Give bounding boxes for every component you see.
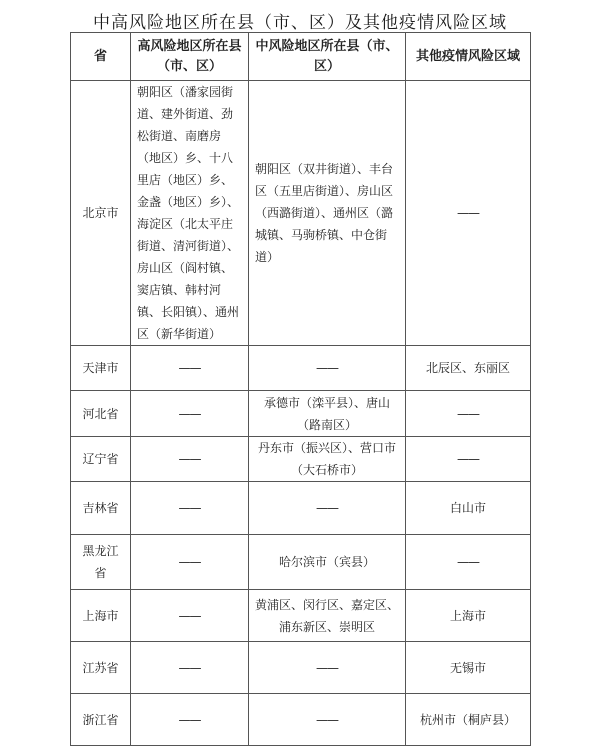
other-risk-cell: —— xyxy=(406,81,531,346)
header-high-risk: 高风险地区所在县（市、区） xyxy=(131,33,249,81)
table-row xyxy=(71,391,531,437)
other-risk-cell: 杭州市（桐庐县） xyxy=(406,694,531,746)
header-mid-risk: 中风险地区所在县（市、区） xyxy=(249,33,406,81)
table-row xyxy=(71,590,531,642)
header-other: 其他疫情风险区域 xyxy=(406,33,531,81)
province-cell: 辽宁省 xyxy=(71,437,131,482)
other-risk-cell: —— xyxy=(406,535,531,590)
other-risk-cell: —— xyxy=(406,391,531,437)
header-province: 省 xyxy=(71,33,131,81)
mid-risk-cell: 丹东市（振兴区）、营口市（大石桥市） xyxy=(249,437,406,482)
high-risk-cell: —— xyxy=(131,694,249,746)
province-cell: 吉林省 xyxy=(71,482,131,535)
high-risk-cell: —— xyxy=(131,642,249,694)
table-row xyxy=(71,694,531,746)
table-row xyxy=(71,482,531,535)
high-risk-cell: —— xyxy=(131,391,249,437)
mid-risk-cell: —— xyxy=(249,694,406,746)
other-risk-cell: 北辰区、东丽区 xyxy=(406,346,531,391)
table-row xyxy=(71,437,531,482)
table-row xyxy=(71,81,531,346)
mid-risk-cell: —— xyxy=(249,482,406,535)
mid-risk-cell: 黄浦区、闵行区、嘉定区、浦东新区、崇明区 xyxy=(249,590,406,642)
other-risk-cell: 上海市 xyxy=(406,590,531,642)
table-row xyxy=(71,535,531,590)
header-row xyxy=(71,33,531,81)
mid-risk-cell: 朝阳区（双井街道）、丰台区（五里店街道）、房山区（西潞街道）、通州区（潞城镇、马驹桥镇、中仓街道） xyxy=(249,81,406,346)
high-risk-cell: —— xyxy=(131,590,249,642)
high-risk-cell: —— xyxy=(131,482,249,535)
province-cell: 北京市 xyxy=(71,81,131,346)
province-cell: 天津市 xyxy=(71,346,131,391)
high-risk-cell: —— xyxy=(131,346,249,391)
mid-risk-cell: 承德市（滦平县）、唐山（路南区） xyxy=(249,391,406,437)
other-risk-cell: 白山市 xyxy=(406,482,531,535)
risk-area-table xyxy=(70,32,531,746)
province-cell: 上海市 xyxy=(71,590,131,642)
high-risk-cell: —— xyxy=(131,437,249,482)
province-cell: 黑龙江省 xyxy=(71,535,131,590)
high-risk-cell: 朝阳区（潘家园街道、建外街道、劲松街道、南磨房（地区）乡、十八里店（地区）乡、金盏（地区）乡）、海淀区（北太平庄街道、清河街道）、房山区（阎村镇、窦店镇、韩村河镇、长阳镇）、通州区（新华街道） xyxy=(131,81,249,346)
other-risk-cell: —— xyxy=(406,437,531,482)
table-row xyxy=(71,346,531,391)
mid-risk-cell: —— xyxy=(249,346,406,391)
province-cell: 浙江省 xyxy=(71,694,131,746)
other-risk-cell: 无锡市 xyxy=(406,642,531,694)
province-cell: 河北省 xyxy=(71,391,131,437)
page-title: 中高风险地区所在县（市、区）及其他疫情风险区域 xyxy=(93,13,507,33)
province-cell: 江苏省 xyxy=(71,642,131,694)
mid-risk-cell: 哈尔滨市（宾县） xyxy=(249,535,406,590)
table-row xyxy=(71,642,531,694)
mid-risk-cell: —— xyxy=(249,642,406,694)
high-risk-cell: —— xyxy=(131,535,249,590)
